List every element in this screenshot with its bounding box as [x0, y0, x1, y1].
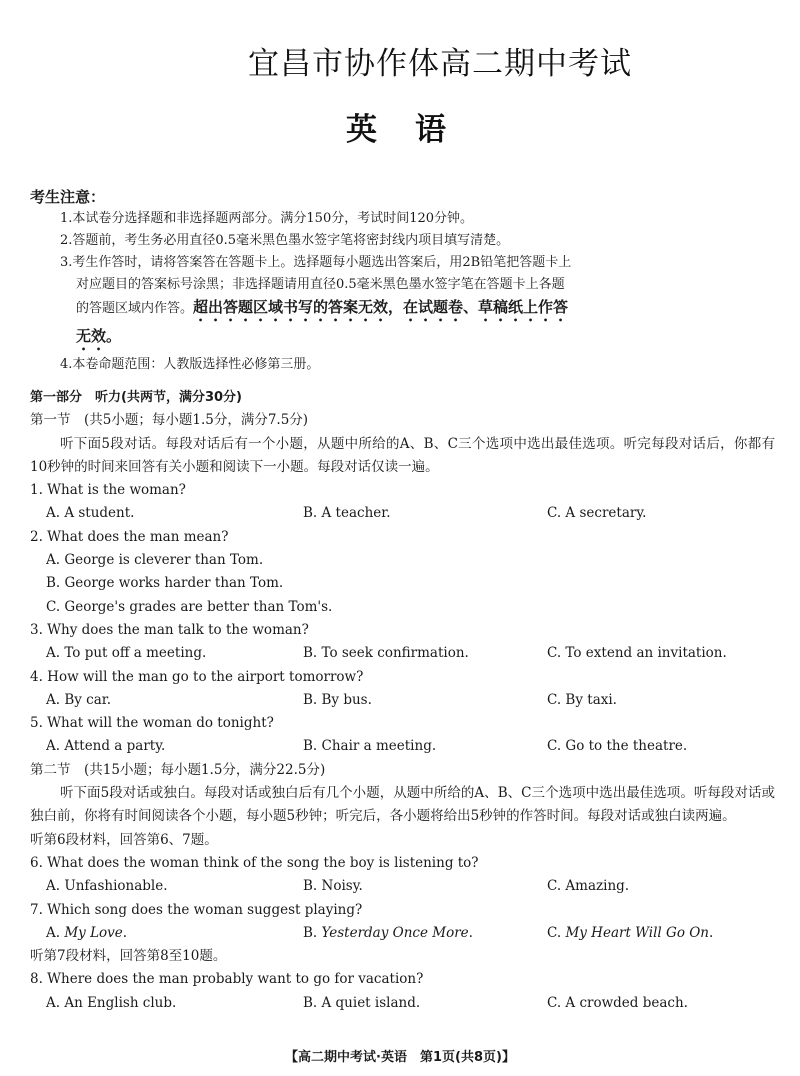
option-a: A. A student. [46, 505, 135, 522]
option-b: B. A quiet island. [303, 994, 421, 1011]
option-c: C. To extend an invitation. [547, 645, 727, 662]
song-title: My Love [64, 924, 123, 941]
question-3-options [30, 642, 775, 665]
question-7-options [30, 922, 775, 945]
section2-instructions: 听下面5段对话或独白。每段对话或独白后有几个小题，从题中所给的A、B、C三个选项中选出最佳选项。听每段对话或独白前，你将有时间阅读各个小题，每小题5秒钟；听完后，各小题将给出5秒钟的作答时间。每段对话或独白读两遍。 [30, 785, 775, 825]
section1-heading: 第一节 (共5小题；每小题1.5分，满分7.5分) [30, 412, 309, 429]
question-4: 4. How will the man go to the airport tomorrow? [30, 668, 364, 685]
subject-title: 英语 [346, 112, 484, 148]
question-6: 6. What does the woman think of the song the boy is listening to? [30, 854, 479, 871]
question-1-options [30, 502, 775, 525]
notice-list [60, 208, 650, 376]
option-a: A. An English club. [46, 994, 177, 1011]
option-a: A. To put off a meeting. [46, 645, 207, 662]
question-1: 1. What is the woman? [30, 482, 186, 499]
option-a: A. By car. [46, 691, 112, 708]
question-5-options [30, 735, 775, 758]
option-b: B. By bus. [303, 691, 372, 708]
part1-heading: 第一部分 听力(共两节，满分30分) [30, 390, 242, 405]
option-c: C. Go to the theatre. [547, 738, 688, 755]
question-3: 3. Why does the man talk to the woman? [30, 621, 309, 638]
option-a: A. Unfashionable. [46, 878, 168, 895]
section1-instructions: 听下面5段对话。每段对话后有一个小题，从题中所给的A、B、C三个选项中选出最佳选项。听完每段对话后，你都有10秒钟的时间来回答有关小题和阅读下一小题。每段对话仅读一遍。 [30, 435, 775, 475]
question-8: 8. Where does the man probably want to go for vacation? [30, 971, 424, 988]
option-a: A. My Love. [46, 924, 128, 941]
song-title: My Heart Will Go On [565, 924, 710, 941]
notice-item: 3.考生作答时，请将答案答在答题卡上。选择题每小题选出答案后，用2B铅笔把答题卡上 [60, 255, 572, 270]
notice-item: 1.本试卷分选择题和非选择题两部分。满分150分，考试时间120分钟。 [60, 211, 474, 226]
notice-item: 2.答题前，考生务必用直径0.5毫米黑色墨水签字笔将密封线内项目填写清楚。 [60, 233, 510, 248]
option-c: C. Amazing. [547, 878, 630, 895]
notice-item: 对应题目的答案标号涂黑；非选择题请用直径0.5毫米黑色墨水签字笔在答题卡上各题 [76, 277, 565, 292]
option-c: C. A secretary. [547, 505, 647, 522]
material-7-note: 听第7段材料，回答第8至10题。 [30, 948, 227, 965]
notice-emphasis-line [60, 325, 650, 354]
option-b: B. Noisy. [303, 878, 363, 895]
notice-item: 4.本卷命题范围：人教版选择性必修第三册。 [60, 357, 320, 372]
option-a: A. George is cleverer than Tom. [46, 552, 264, 569]
notice-item: 的答题区域内作答。 [76, 301, 194, 316]
exam-title: 宜昌市协作体高二期中考试 [248, 46, 632, 82]
option-c: C. By taxi. [547, 691, 617, 708]
section2-heading: 第二节 (共15小题；每小题1.5分，满分22.5分) [30, 761, 326, 778]
page-footer: 【高二期中考试·英语 第1页(共8页)】 [285, 1050, 515, 1065]
notice-emphasis: 超出答题区域书写的答案无效，在试题卷、草稿纸上作答 [193, 298, 569, 316]
option-b: B. Yesterday Once More. [303, 924, 473, 941]
question-5: 5. What will the woman do tonight? [30, 715, 274, 732]
option-c: C. George's grades are better than Tom's. [46, 598, 333, 615]
question-4-options [30, 689, 775, 712]
question-7: 7. Which song does the woman suggest playing? [30, 901, 363, 918]
question-8-options [30, 992, 775, 1015]
option-b: B. George works harder than Tom. [46, 575, 284, 592]
option-b: B. To seek confirmation. [303, 645, 469, 662]
song-title: Yesterday Once More [321, 924, 469, 941]
question-6-options [30, 875, 775, 898]
question-2: 2. What does the man mean? [30, 528, 229, 545]
option-a: A. Attend a party. [46, 738, 166, 755]
part1-listening [30, 386, 775, 1015]
option-b: B. A teacher. [303, 505, 391, 522]
material-6-note: 听第6段材料，回答第6、7题。 [30, 831, 218, 848]
notice-emphasis-cont: 无效。 [76, 327, 122, 345]
option-c: C. My Heart Will Go On. [547, 924, 714, 941]
option-b: B. Chair a meeting. [303, 738, 437, 755]
notice-heading: 考生注意： [30, 188, 106, 206]
option-c: C. A crowded beach. [547, 994, 688, 1011]
notice-item-with-emphasis [60, 296, 650, 325]
